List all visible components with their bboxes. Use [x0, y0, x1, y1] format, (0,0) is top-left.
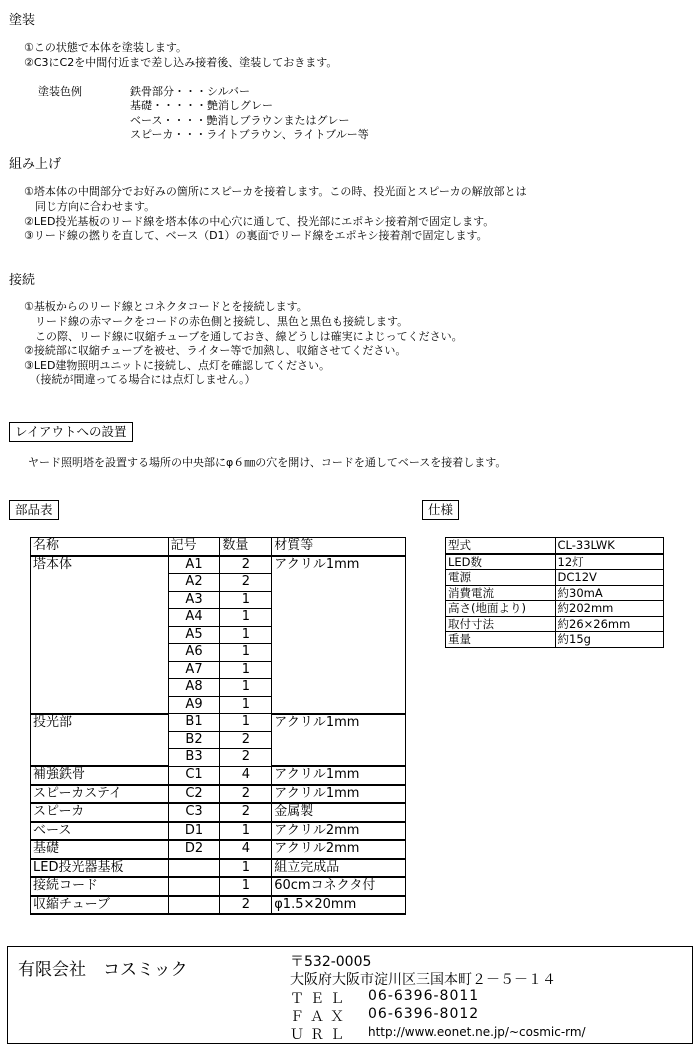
part-quantity: 2 [220, 803, 272, 822]
painting-heading: 塗装 [9, 13, 36, 28]
table-row [446, 585, 664, 601]
painting-line-2: ②C3にC2を中間付近まで差し込み接着後、塗装しておきます。 [24, 56, 338, 69]
table-row [31, 877, 406, 896]
parts-header-cell: 記号 [168, 538, 220, 556]
part-quantity: 1 [220, 661, 272, 679]
part-code: A9 [168, 696, 220, 714]
table-row [31, 803, 406, 822]
part-quantity: 2 [220, 574, 272, 592]
part-quantity: 1 [220, 626, 272, 644]
part-name: 基礎 [31, 840, 169, 859]
connection-line-3: この際、リード線に収縮チューブを通しておき、線どうしは確実によじってください。 [24, 330, 463, 343]
part-name: 投光部 [31, 714, 169, 767]
tel-number: 06-6396-8011 [368, 988, 480, 1004]
part-quantity: 1 [220, 591, 272, 609]
part-name: 接続コード [31, 877, 169, 896]
table-row [31, 822, 406, 841]
part-code: B2 [168, 731, 220, 749]
connection-line-1: ①基板からのリード線とコネクタコードとを接続します。 [24, 300, 308, 313]
spec-value: CL-33LWK [555, 538, 663, 554]
part-material: 金属製 [272, 803, 406, 822]
part-quantity: 1 [220, 679, 272, 697]
part-material: アクリル2mm [272, 840, 406, 859]
part-name: 補強鉄骨 [31, 766, 169, 785]
connection-line-5: ③LED建物照明ユニットに接続し、点灯を確認してください。 [24, 359, 330, 372]
part-name: LED投光器基板 [31, 859, 169, 878]
table-row [446, 570, 664, 586]
part-material: アクリル1mm [272, 766, 406, 785]
spec-label: 消費電流 [446, 585, 556, 601]
spec-heading: 仕様 [422, 500, 459, 520]
part-code: A8 [168, 679, 220, 697]
part-code [168, 896, 220, 915]
part-code: A5 [168, 626, 220, 644]
layout-text: ヤード照明塔を設置する場所の中央部にφ６㎜の穴を開け、コードを通してベースを接着します。 [28, 456, 507, 469]
part-quantity: 4 [220, 840, 272, 859]
part-name: ベース [31, 822, 169, 841]
part-code: C1 [168, 766, 220, 785]
table-row [31, 840, 406, 859]
parts-heading: 部品表 [9, 500, 59, 520]
part-code [168, 859, 220, 878]
paint-color-4: スピーカ・・・ライトブラウン、ライトブルー等 [130, 128, 369, 141]
part-material: アクリル1mm [272, 785, 406, 804]
part-quantity: 1 [220, 859, 272, 878]
assembly-line-2: 同じ方向に合わせます。 [24, 200, 156, 213]
part-material: φ1.5×20mm [272, 896, 406, 915]
table-row [31, 714, 406, 732]
part-material: アクリル1mm [272, 556, 406, 714]
connection-line-6: （接続が間違ってる場合には点灯しません。） [24, 373, 256, 386]
paint-color-3: ベース・・・・艶消しブラウンまたはグレー [130, 114, 350, 127]
part-code: A2 [168, 574, 220, 592]
part-quantity: 2 [220, 896, 272, 915]
spec-value: 約26×26mm [555, 616, 663, 632]
paint-color-label: 塗装色例 [38, 85, 82, 98]
part-code: A7 [168, 661, 220, 679]
part-code: B1 [168, 714, 220, 732]
part-code: C3 [168, 803, 220, 822]
fax-number: 06-6396-8012 [368, 1006, 480, 1022]
part-code: B3 [168, 749, 220, 767]
table-row [446, 601, 664, 617]
parts-table [30, 537, 406, 915]
spec-value: 12灯 [555, 554, 663, 570]
spec-value: 約30mA [555, 585, 663, 601]
part-code: A6 [168, 644, 220, 662]
part-name: スピーカステイ [31, 785, 169, 804]
spec-label: 型式 [446, 538, 556, 554]
spec-label: 重量 [446, 632, 556, 648]
part-material: 組立完成品 [272, 859, 406, 878]
spec-label: 高さ(地面より) [446, 601, 556, 617]
part-quantity: 4 [220, 766, 272, 785]
assembly-line-4: ③リード線の撚りを直して、ベース（D1）の裏面でリード線をエポキシ接着剤で固定します。 [24, 229, 488, 242]
paint-color-2: 基礎・・・・・艶消しグレー [130, 99, 273, 112]
part-code: A4 [168, 609, 220, 627]
table-row [31, 556, 406, 574]
part-name: 塔本体 [31, 556, 169, 714]
postal-code: 〒532-0005 [290, 954, 372, 970]
url-label: ＵＲＬ [290, 1027, 350, 1043]
table-row [446, 632, 664, 648]
part-quantity: 2 [220, 749, 272, 767]
assembly-heading: 組み上げ [9, 157, 62, 172]
paint-color-1: 鉄骨部分・・・シルバー [130, 85, 250, 98]
assembly-line-1: ①塔本体の中間部分でお好みの箇所にスピーカを接着します。この時、投光面とスピーカの解放部とは [24, 185, 527, 198]
company-footer [7, 946, 693, 1044]
part-code: D2 [168, 840, 220, 859]
spec-label: 電源 [446, 570, 556, 586]
part-code: C2 [168, 785, 220, 804]
part-name: スピーカ [31, 803, 169, 822]
part-code: D1 [168, 822, 220, 841]
table-row [446, 538, 664, 554]
connection-line-2: リード線の赤マークをコードの赤色側と接続し、黒色と黒色も接続します。 [24, 315, 409, 328]
table-row [446, 554, 664, 570]
part-quantity: 1 [220, 714, 272, 732]
company-name: 有限会社 コスミック [18, 960, 188, 980]
part-quantity: 1 [220, 877, 272, 896]
table-row [31, 785, 406, 804]
parts-header-cell: 材質等 [272, 538, 406, 556]
part-quantity: 1 [220, 696, 272, 714]
parts-header-cell: 数量 [220, 538, 272, 556]
parts-header-cell: 名称 [31, 538, 169, 556]
part-material: 60cmコネクタ付 [272, 877, 406, 896]
painting-line-1: ①この状態で本体を塗装します。 [24, 41, 187, 54]
spec-value: 約15g [555, 632, 663, 648]
part-code: A3 [168, 591, 220, 609]
spec-value: 約202mm [555, 601, 663, 617]
part-quantity: 1 [220, 644, 272, 662]
spec-value: DC12V [555, 570, 663, 586]
part-code: A1 [168, 556, 220, 574]
table-row [31, 766, 406, 785]
part-code [168, 877, 220, 896]
part-quantity: 1 [220, 609, 272, 627]
connection-heading: 接続 [9, 273, 36, 288]
table-row [31, 859, 406, 878]
spec-label: 取付寸法 [446, 616, 556, 632]
tel-label: ＴＥＬ [290, 991, 350, 1007]
part-quantity: 2 [220, 731, 272, 749]
part-quantity: 2 [220, 785, 272, 804]
part-name: 収縮チューブ [31, 896, 169, 915]
fax-label: ＦＡＸ [290, 1009, 350, 1025]
part-material: アクリル2mm [272, 822, 406, 841]
assembly-line-3: ②LED投光基板のリード線を塔本体の中心穴に通して、投光部にエポキシ接着剤で固定します。 [24, 215, 495, 228]
company-address: 大阪府大阪市淀川区三国本町２－５－１４ [290, 972, 556, 988]
spec-table [445, 537, 664, 648]
spec-label: LED数 [446, 554, 556, 570]
layout-heading: レイアウトへの設置 [9, 422, 133, 442]
table-row [446, 616, 664, 632]
website-link[interactable]: http://www.eonet.ne.jp/~cosmic-rm/ [368, 1025, 586, 1039]
table-row [31, 896, 406, 915]
connection-line-4: ②接続部に収縮チューブを被せ、ライター等で加熱し、収縮させてください。 [24, 344, 407, 357]
parts-header-row [31, 538, 406, 556]
part-quantity: 2 [220, 556, 272, 574]
part-quantity: 1 [220, 822, 272, 841]
part-material: アクリル1mm [272, 714, 406, 767]
